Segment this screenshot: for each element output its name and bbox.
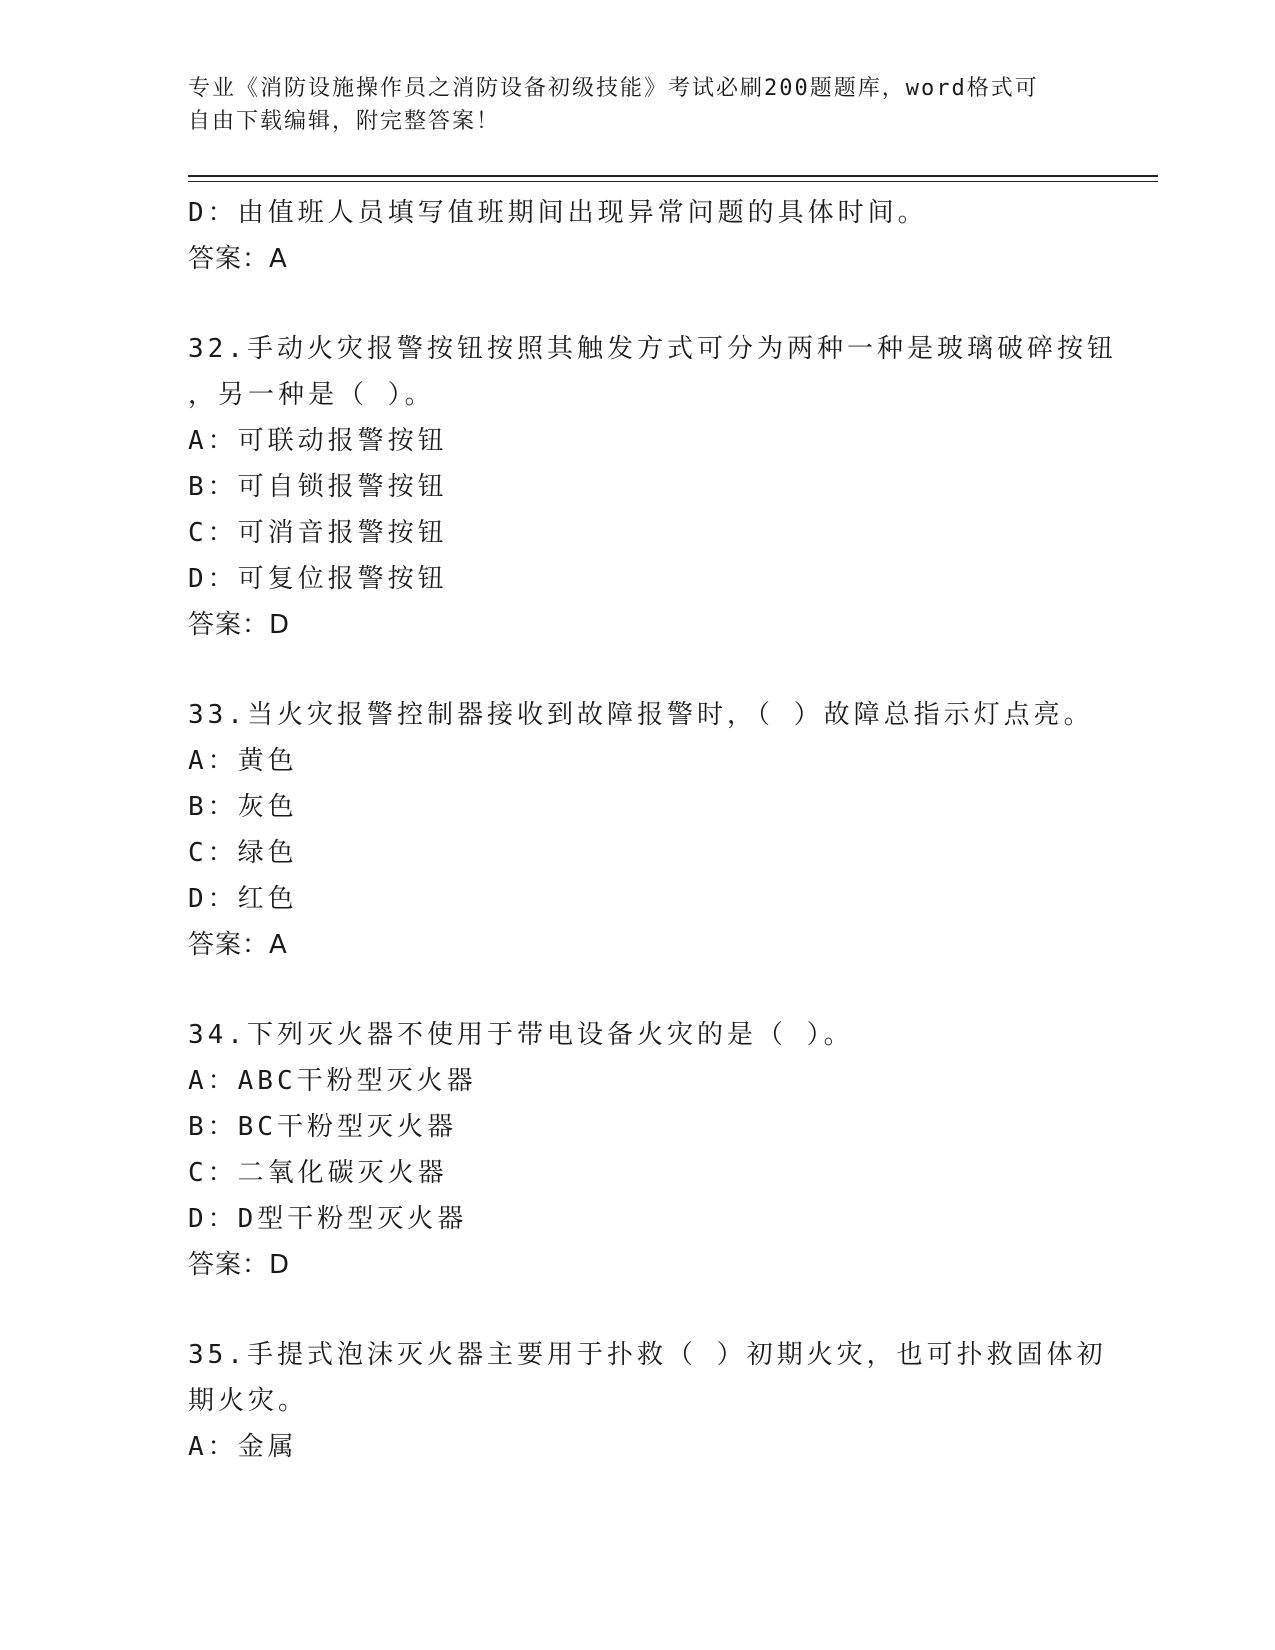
answer-line: 答案：D bbox=[188, 610, 291, 640]
option-c: C：二氧化碳灭火器 bbox=[188, 1158, 448, 1188]
option-d: D：可复位报警按钮 bbox=[188, 564, 448, 594]
answer-line: 答案：A bbox=[188, 930, 288, 960]
question-stem-line-1: 33.当火灾报警控制器接收到故障报警时，（ ）故障总指示灯点亮。 bbox=[188, 700, 1094, 730]
header-divider-thin bbox=[188, 181, 1158, 182]
question-33 bbox=[188, 692, 1094, 968]
header-title-line-1: 专业《消防设施操作员之消防设备初级技能》考试必刷200题题库，word格式可 bbox=[188, 76, 1039, 101]
question-stem-line-2: ，另一种是（ ）。 bbox=[188, 380, 435, 410]
option-d: D：由值班人员填写值班期间出现异常问题的具体时间。 bbox=[188, 198, 928, 228]
question-31-tail bbox=[188, 190, 1088, 282]
question-35 bbox=[188, 1332, 1107, 1470]
question-stem-line-1: 34.下列灭火器不使用于带电设备火灾的是（ ）。 bbox=[188, 1020, 854, 1050]
header-title-line-2: 自由下载编辑，附完整答案！ bbox=[188, 109, 501, 134]
option-d: D：红色 bbox=[188, 884, 298, 914]
answer-line: 答案：A bbox=[188, 244, 288, 274]
option-a: A：黄色 bbox=[188, 746, 298, 776]
question-list bbox=[188, 190, 1117, 1470]
option-b: B：灰色 bbox=[188, 792, 298, 822]
option-a: A：金属 bbox=[188, 1432, 298, 1462]
question-32 bbox=[188, 326, 1117, 648]
option-d: D：D型干粉型灭火器 bbox=[188, 1204, 468, 1234]
option-c: C：绿色 bbox=[188, 838, 298, 868]
question-stem-line-1: 35.手提式泡沫灭火器主要用于扑救（ ）初期火灾，也可扑救固体初 bbox=[188, 1340, 1107, 1370]
question-stem-line-1: 32.手动火灾报警按钮按照其触发方式可分为两种一种是玻璃破碎按钮 bbox=[188, 334, 1117, 364]
answer-line: 答案：D bbox=[188, 1250, 291, 1280]
header-divider-thick bbox=[188, 175, 1158, 177]
question-stem-line-2: 期火灾。 bbox=[188, 1386, 309, 1416]
option-a: A：可联动报警按钮 bbox=[188, 426, 448, 456]
document-header bbox=[188, 72, 1088, 138]
question-34 bbox=[188, 1012, 1088, 1288]
option-b: B：BC干粉型灭火器 bbox=[188, 1112, 457, 1142]
option-a: A：ABC干粉型灭火器 bbox=[188, 1066, 477, 1096]
option-c: C：可消音报警按钮 bbox=[188, 518, 448, 548]
option-b: B：可自锁报警按钮 bbox=[188, 472, 448, 502]
